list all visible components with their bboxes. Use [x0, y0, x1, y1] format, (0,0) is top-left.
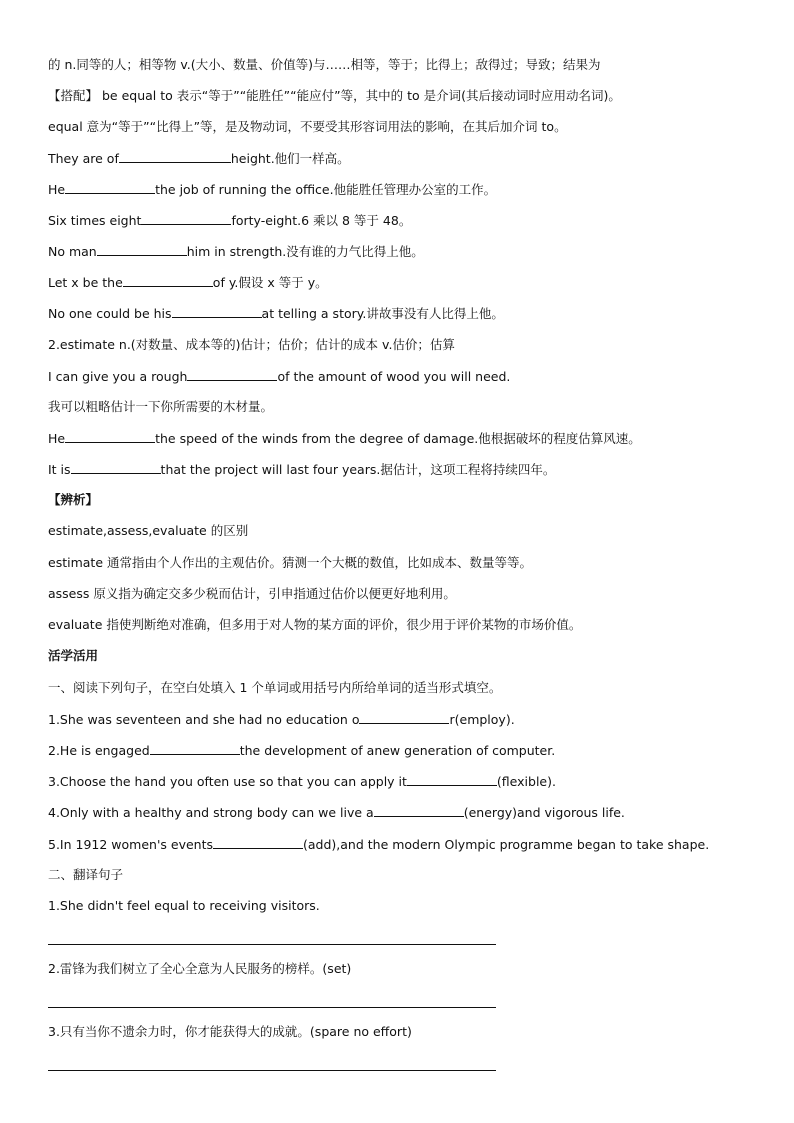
line-text: 的 n.同等的人；相等物 v.(大小、数量、价值等)与……相等，等于；比得上；敌得过；导致；结果为	[48, 57, 601, 72]
fill-blank[interactable]	[213, 836, 303, 849]
example-sentence: I can give you a rough of the amount of wood you will need.	[48, 369, 511, 384]
exercise-item: 1.She was seventeen and she had no education o r(employ).	[48, 712, 515, 727]
fill-blank[interactable]	[374, 804, 464, 817]
example-sentence: They are of height.他们一样高。	[48, 151, 350, 166]
exercise-item: 2.He is engaged the development of anew generation of computer.	[48, 743, 556, 758]
fill-blank[interactable]	[97, 243, 187, 256]
text-line	[48, 399, 273, 415]
text-line: estimate,assess,evaluate 的区别	[48, 523, 249, 538]
example-sentence: He the speed of the winds from the degree of damage.他根据破坏的程度估算风速。	[48, 431, 641, 446]
text-line: estimate 通常指由个人作出的主观估价。猜测一个大概的数值，比如成本、数量等等。	[48, 555, 532, 570]
fill-blank[interactable]	[172, 305, 262, 318]
example-sentence: Six times eight forty-eight.6 乘以 8 等于 48。	[48, 213, 412, 228]
fill-blank[interactable]	[150, 742, 240, 755]
fill-blank[interactable]	[359, 711, 449, 724]
example-sentence: No one could be his at telling a story.讲故事没有人比得上他。	[48, 306, 504, 321]
answer-line[interactable]	[48, 1007, 496, 1008]
answer-line[interactable]	[48, 1070, 496, 1071]
line-text: equal 意为“等于”“比得上”等，是及物动词，不要受其形容词用法的影响，在其后加介词 to。	[48, 119, 567, 134]
exercise-item: 4.Only with a healthy and strong body can we live a (energy)and vigorous life.	[48, 805, 625, 820]
text-line	[48, 337, 455, 353]
translation: 我可以粗略估计一下你所需要的木材量。	[48, 399, 274, 414]
fill-blank[interactable]	[187, 368, 277, 381]
section-heading: 二、翻译句子	[48, 867, 124, 882]
vocab-entry: 2.estimate n.(对数量、成本等的)估计；估价；估计的成本 v.估价；估算	[48, 337, 455, 352]
fill-blank[interactable]	[123, 274, 213, 287]
fill-blank[interactable]	[141, 212, 231, 225]
text-line	[48, 57, 601, 73]
exercise-item: 5.In 1912 women's events (add),and the modern Olympic programme began to take shape.	[48, 837, 710, 852]
example-sentence: Let x be the of y.假设 x 等于 y。	[48, 275, 328, 290]
example-sentence: He the job of running the office.他能胜任管理办公室的工作。	[48, 182, 497, 197]
fill-blank[interactable]	[71, 461, 161, 474]
translation-item: 2.雷锋为我们树立了全心全意为人民服务的榜样。(set)	[48, 961, 352, 976]
fill-blank[interactable]	[65, 181, 155, 194]
section-heading: 【辨析】	[48, 492, 99, 507]
example-sentence: No man him in strength.没有谁的力气比得上他。	[48, 244, 424, 259]
text-line	[48, 119, 567, 135]
fill-blank[interactable]	[65, 430, 155, 443]
exercise-item: 3.Choose the hand you often use so that you can apply it (flexible).	[48, 774, 556, 789]
example-sentence: It is that the project will last four years.据估计，这项工程将持续四年。	[48, 462, 556, 477]
fill-blank[interactable]	[119, 150, 231, 163]
translation-item: 3.只有当你不遗余力时，你才能获得大的成就。(spare no effort)	[48, 1024, 412, 1039]
section-heading: 活学活用	[48, 648, 99, 663]
answer-line[interactable]	[48, 944, 496, 945]
fill-blank[interactable]	[407, 773, 497, 786]
text-line: assess 原义指为确定交多少税而估计，引申指通过估价以便更好地利用。	[48, 586, 456, 601]
text-line	[48, 88, 621, 104]
text-line: evaluate 指使判断绝对准确，但多用于对人物的某方面的评价，很少用于评价某物的市场价值。	[48, 617, 582, 632]
translation-item: 1.She didn't feel equal to receiving visitors.	[48, 898, 320, 913]
exercise-instructions: 一、阅读下列句子，在空白处填入 1 个单词或用括号内所给单词的适当形式填空。	[48, 680, 502, 695]
collocation-note: 【搭配】 be equal to 表示“等于”“能胜任”“能应付”等，其中的 to 是介词(其后接动词时应用动名词)。	[48, 88, 621, 103]
